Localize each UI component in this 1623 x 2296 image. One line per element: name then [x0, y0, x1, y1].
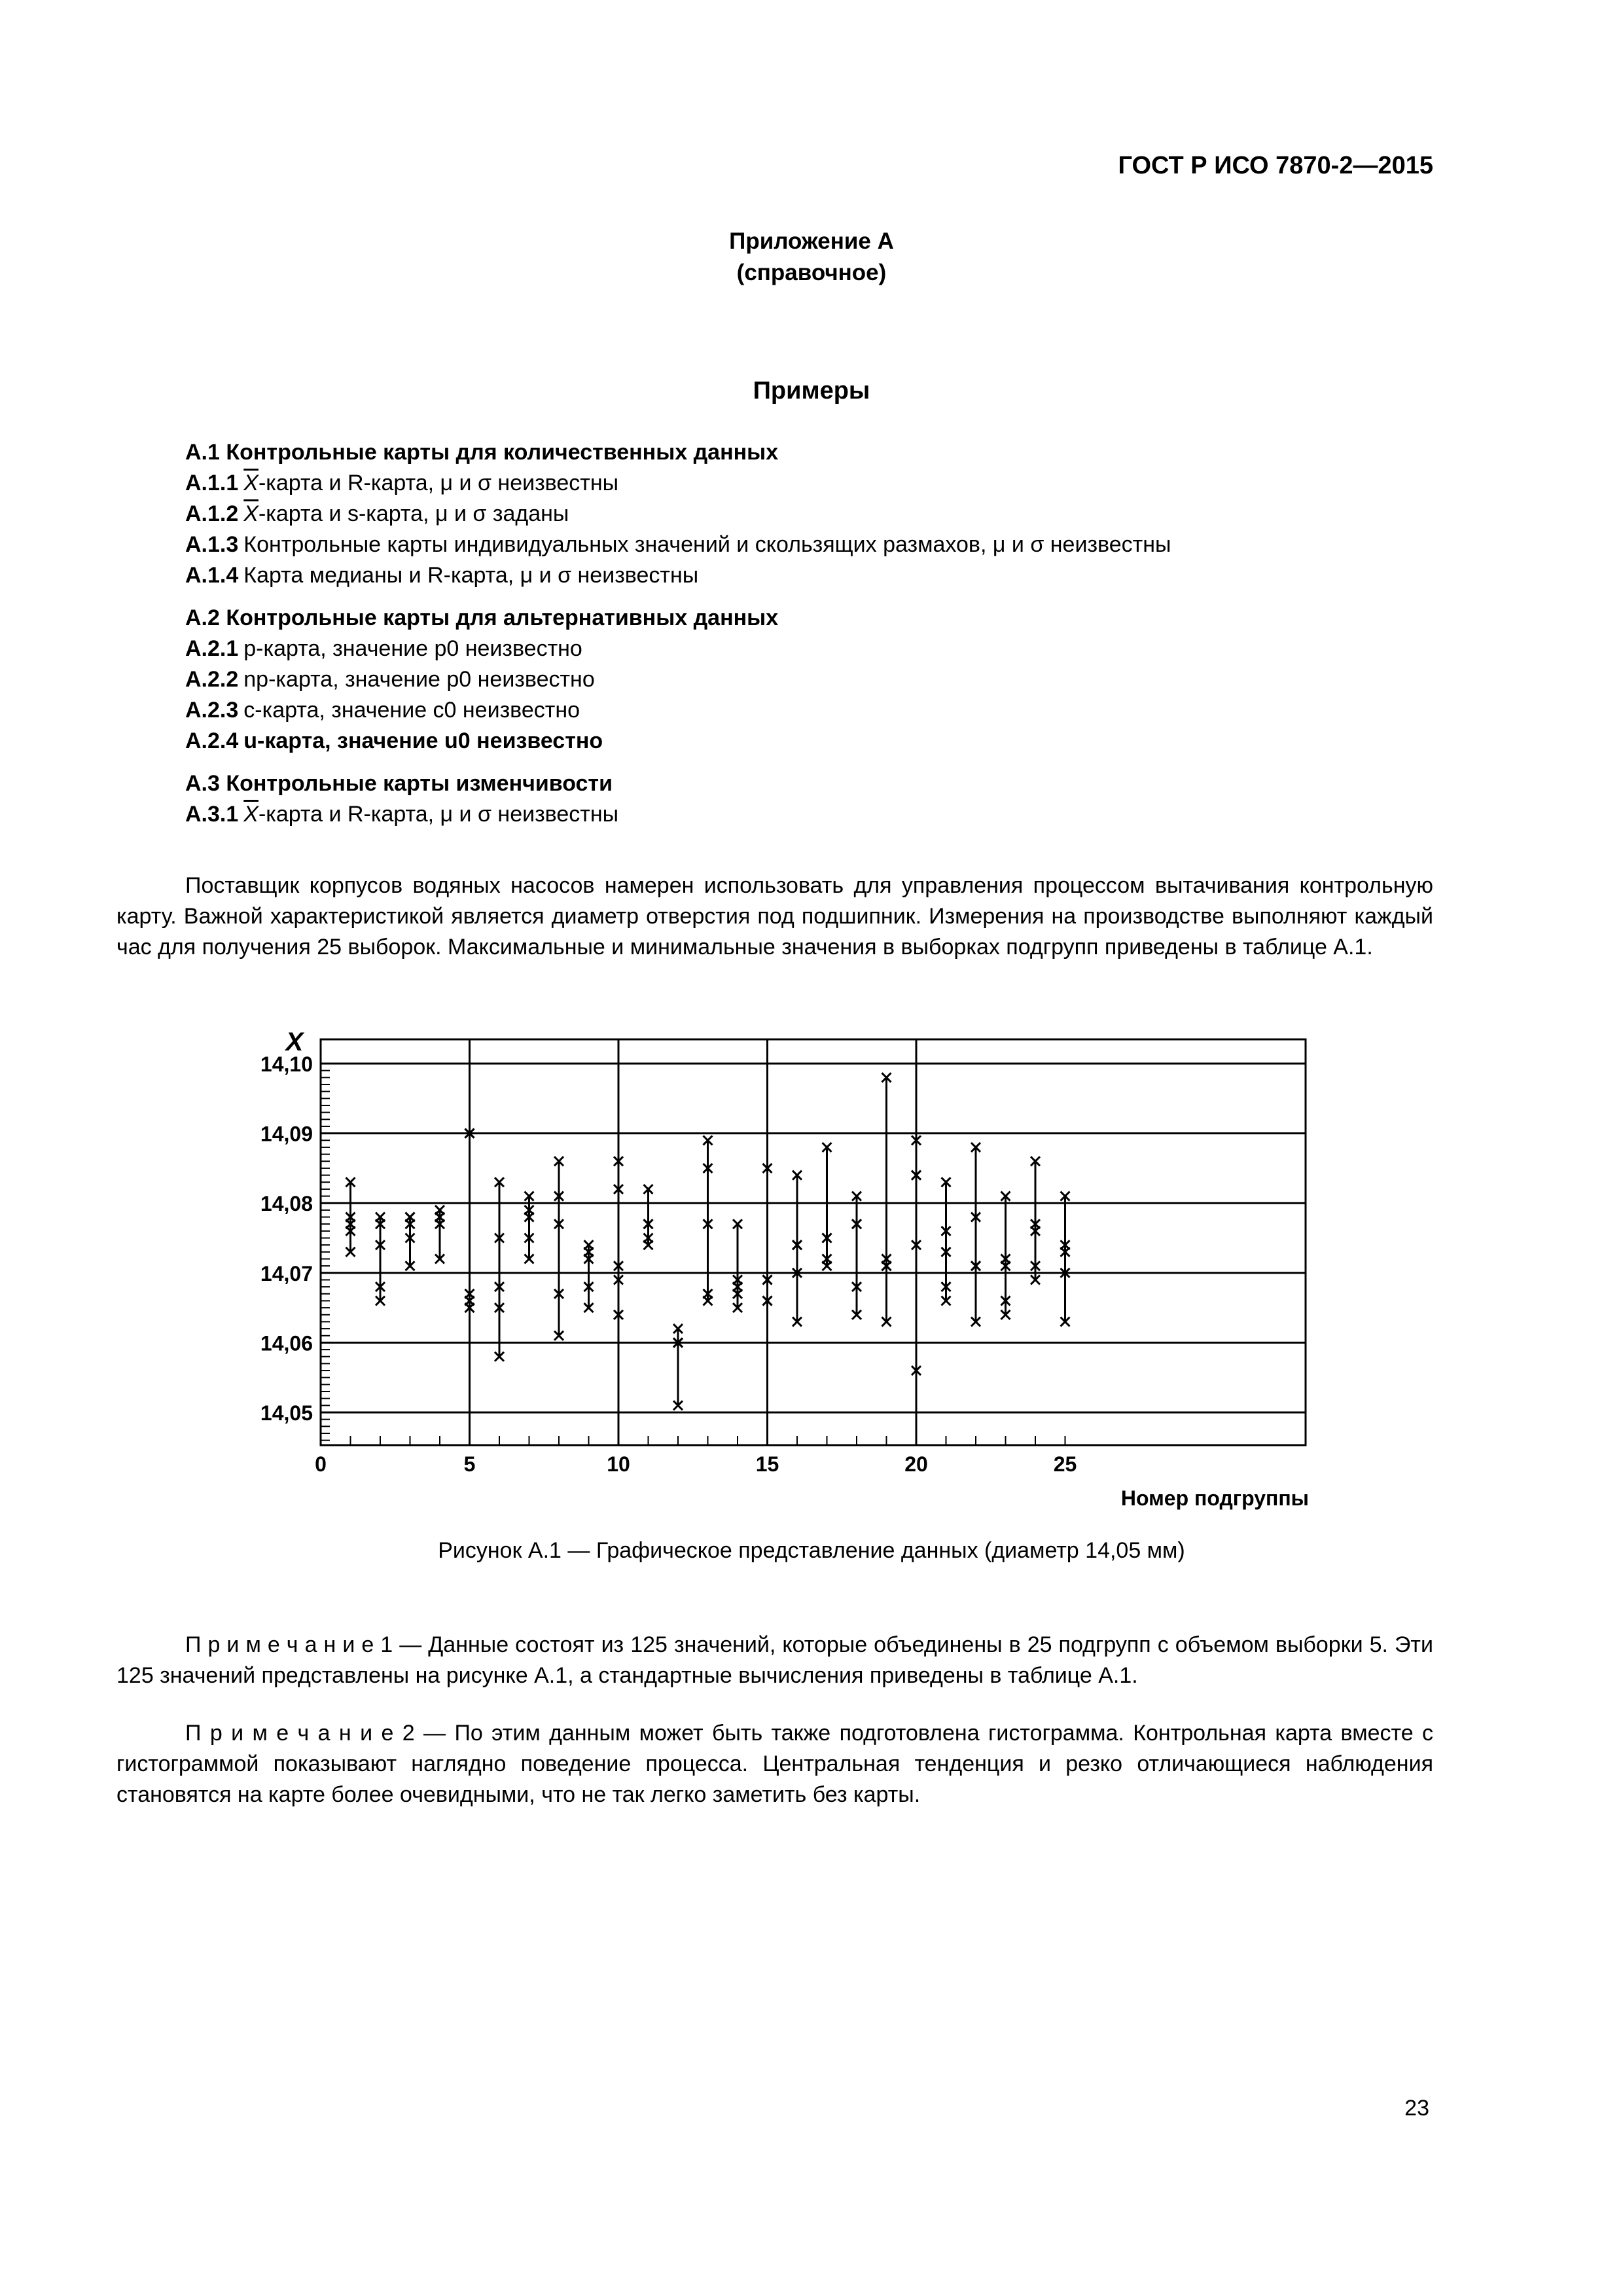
toc-item-text: -карта и R-карта, μ и σ неизвестны [258, 802, 619, 827]
xbar-symbol: $\overline{X}$ [243, 802, 259, 827]
toc-section-a1: А.1 Контрольные карты для количественных данных [185, 440, 779, 465]
toc-item-text: -карта и R-карта, μ и σ неизвестны [258, 471, 619, 495]
xbar-symbol: $\overline{X}$ [243, 471, 259, 495]
x-tick-label: 20 [904, 1452, 928, 1476]
chart-range-lines [351, 1077, 1065, 1405]
toc-item-number: А.3.1 [185, 802, 239, 827]
y-axis-label: X [285, 1028, 304, 1056]
x-tick-label: 0 [315, 1452, 327, 1476]
y-tick-label: 14,07 [260, 1261, 313, 1285]
toc-item-number: А.2.3 [185, 698, 239, 723]
x-axis-label: Номер подгруппы [1120, 1486, 1309, 1510]
page-number: 23 [1404, 2096, 1429, 2121]
toc-item-text: u-карта, значение u0 неизвестно [243, 728, 603, 753]
toc-item-text: Контрольные карты индивидуальных значений и скользящих размахов, μ и σ неизвестны [243, 532, 1171, 557]
x-tick-label: 15 [755, 1452, 779, 1476]
toc-item-number: А.2.4 [185, 728, 239, 753]
x-tick-label: 25 [1053, 1452, 1077, 1476]
toc-item-text: Карта медианы и R-карта, μ и σ неизвестны [243, 563, 699, 588]
appendix-title: Приложение А [729, 228, 894, 254]
chart-grid [321, 1039, 1306, 1445]
toc-item-number: А.1.4 [185, 563, 239, 588]
toc-item-text: np-карта, значение p0 неизвестно [243, 667, 595, 692]
toc-item-text: c-карта, значение c0 неизвестно [243, 698, 580, 723]
intro-paragraph: Поставщик корпусов водяных насосов намерен использовать для управления процессом вытачивания контрольную карту. Важной характеристикой является диаметр отверстия под подшипник. Измерения на производстве выполняют каждый час для получения 25 выборок. Максимальные и минимальные значения в выборках подгрупп приведены в таблице А.1. [116, 873, 1433, 960]
x-tick-label: 10 [607, 1452, 630, 1476]
examples-title: Примеры [753, 377, 870, 404]
y-tick-label: 14,09 [260, 1122, 313, 1146]
plot-frame [321, 1039, 1306, 1445]
y-tick-label: 14,10 [260, 1052, 313, 1076]
appendix-type: (справочное) [736, 260, 887, 285]
xbar-symbol: $\overline{X}$ [243, 501, 259, 526]
toc-item-number: А.1.2 [185, 501, 239, 526]
toc-section-a2: А.2 Контрольные карты для альтернативных данных [185, 605, 779, 630]
toc-item-text: -карта и s-карта, μ и σ заданы [258, 501, 569, 526]
y-tick-label: 14,08 [260, 1192, 313, 1216]
y-tick-label: 14,06 [260, 1331, 313, 1355]
note-1: П р и м е ч а н и е 1 — Данные состоят из 125 значений, которые объединены в 25 подгрупп с объемом выборки 5. Эти 125 значений представлены на рисунке А.1, а стандартные вычисления приведены в таблице А.1. [116, 1632, 1433, 1688]
document-code: ГОСТ Р ИСО 7870-2—2015 [1118, 152, 1433, 179]
toc-item-number: А.1.1 [185, 471, 239, 495]
toc-section-a3: А.3 Контрольные карты изменчивости [185, 771, 613, 796]
figure-caption: Рисунок А.1 — Графическое представление данных (диаметр 14,05 мм) [438, 1538, 1185, 1563]
toc-item-number: А.2.1 [185, 636, 239, 661]
y-tick-label: 14,05 [260, 1401, 313, 1425]
note-2: П р и м е ч а н и е 2 — По этим данным может быть также подготовлена гистограмма. Контрольная карта вместе с гистограммой показывают наглядно поведение процесса. Центральная тенденция и резко отличающиеся наблюдения становятся на карте более очевидными, что не так легко заметить без карты. [116, 1721, 1433, 1807]
toc-item-number: А.2.2 [185, 667, 239, 692]
toc-item-number: А.1.3 [185, 532, 239, 557]
x-tick-label: 5 [463, 1452, 476, 1476]
toc-item-text: p-карта, значение p0 неизвестно [243, 636, 582, 661]
